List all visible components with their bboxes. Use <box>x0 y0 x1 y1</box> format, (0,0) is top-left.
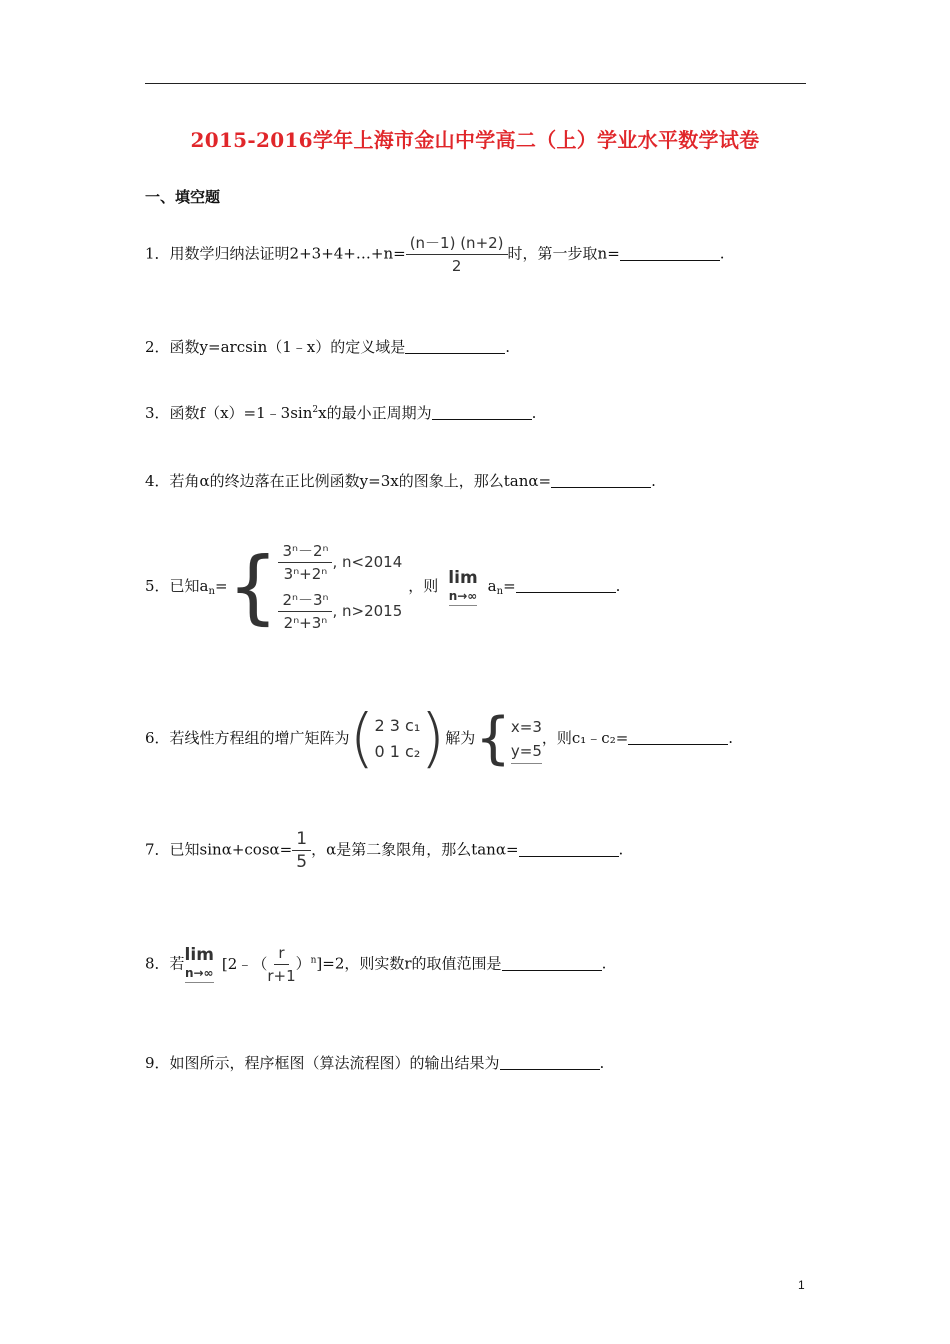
q3-period: . <box>531 404 537 422</box>
q6-period: . <box>728 729 734 747</box>
q1-fraction <box>406 232 508 277</box>
q7-answer-blank[interactable] <box>519 842 619 857</box>
q8-text-post: ]=2，则实数r的取值范围是 <box>316 954 502 973</box>
question-5 <box>145 540 620 634</box>
q1-period: . <box>719 244 725 263</box>
q6-solution-y: y=5 <box>511 739 542 764</box>
q7-denominator: 5 <box>296 852 308 872</box>
q5-case1-fraction <box>278 540 332 585</box>
q5-brace: { <box>227 540 279 633</box>
q9-period: . <box>599 1054 605 1072</box>
q8-denominator: r+1 <box>267 967 296 985</box>
q4-period: . <box>651 472 656 490</box>
q5-case1-numerator: 3ⁿ－2ⁿ <box>278 540 332 563</box>
q2-answer-blank[interactable] <box>405 339 505 354</box>
q5-case2-condition: , n>2015 <box>332 602 403 620</box>
q6-text-mid: 解为 <box>445 729 476 747</box>
q5-piecewise <box>278 540 402 634</box>
q5-case-1 <box>278 540 402 585</box>
q3-text-post: x的最小正周期为 <box>318 404 432 422</box>
q8-text-mid1: [2﹣（ <box>221 954 268 973</box>
q4-answer-blank[interactable] <box>551 473 651 488</box>
question-4 <box>145 470 656 491</box>
q8-text-mid2: ） <box>295 954 311 973</box>
question-9 <box>145 1052 604 1073</box>
q5-lim-subscript: n→∞ <box>449 587 478 606</box>
q5-text-mid: ，则 <box>408 577 439 595</box>
q8-period: . <box>601 954 607 973</box>
q5-text-a: a <box>487 577 497 595</box>
q6-matrix <box>375 713 421 765</box>
question-3 <box>145 402 536 423</box>
q5-case-2 <box>278 589 402 634</box>
q8-answer-blank[interactable] <box>502 956 602 971</box>
q8-fraction <box>267 942 295 987</box>
q6-answer-blank[interactable] <box>628 730 728 745</box>
q5-case1-denominator: 3ⁿ+2ⁿ <box>283 565 328 583</box>
q4-text: 4．若角α的终边落在正比例函数y=3x的图象上，那么tanα= <box>145 472 552 490</box>
q2-period: . <box>505 338 511 356</box>
q5-lim-word: lim <box>448 567 478 588</box>
q5-equals: = <box>214 577 228 595</box>
header-rule <box>145 83 806 84</box>
q9-answer-blank[interactable] <box>500 1055 600 1070</box>
q1-text-post: 时，第一步取n= <box>507 244 620 263</box>
page-number: 1 <box>798 1278 805 1292</box>
q5-period: . <box>615 577 621 595</box>
q7-text-post: ，α是第二象限角，那么tanα= <box>311 840 519 859</box>
q3-superscript: 2 <box>312 405 319 415</box>
q5-limit <box>448 569 477 606</box>
q5-subscript: n <box>208 586 215 597</box>
q6-brace: { <box>475 706 511 771</box>
q8-lim-subscript: n→∞ <box>185 964 214 983</box>
q6-matrix-row-1: 2 3 c₁ <box>374 716 421 735</box>
q6-left-paren: ( <box>349 702 375 776</box>
q9-text: 9．如图所示，程序框图（算法流程图）的输出结果为 <box>145 1054 500 1072</box>
q6-matrix-row-2: 0 1 c₂ <box>374 742 421 761</box>
question-8 <box>145 942 606 987</box>
q1-denominator: 2 <box>451 257 462 275</box>
q8-superscript: n <box>310 955 317 966</box>
q3-answer-blank[interactable] <box>432 405 532 420</box>
q6-solution-x: x=3 <box>510 717 542 736</box>
question-2 <box>145 336 510 357</box>
q3-text: 3．函数f（x）=1﹣3sin <box>145 404 313 422</box>
q6-text: 6．若线性方程组的增广矩阵为 <box>145 729 350 747</box>
q7-text: 7．已知sinα+cosα= <box>145 840 293 859</box>
question-1 <box>145 232 725 277</box>
q5-case1-condition: , n<2014 <box>332 553 403 571</box>
q1-text: 1．用数学归纳法证明2+3+4+…+n= <box>145 244 406 263</box>
q6-right-paren: ) <box>420 702 446 776</box>
q8-lim-word: lim <box>184 945 214 965</box>
q5-post-subscript: n <box>496 586 504 597</box>
q6-text-post: ，则c₁﹣c₂= <box>541 729 629 747</box>
q1-numerator: (n－1) (n+2) <box>406 232 508 255</box>
q7-numerator: 1 <box>292 828 311 851</box>
q5-case2-numerator: 2ⁿ－3ⁿ <box>278 589 332 612</box>
q8-numerator: r <box>274 942 288 965</box>
question-6 <box>145 702 734 776</box>
q7-fraction <box>292 828 311 873</box>
q7-period: . <box>618 840 624 859</box>
q6-solution <box>511 715 542 764</box>
q5-post-equals: = <box>503 577 516 595</box>
q5-text: 5．已知a <box>145 577 209 595</box>
q5-answer-blank[interactable] <box>516 578 616 593</box>
q8-text: 8．若 <box>145 954 185 973</box>
q2-text: 2．函数y=arcsin（1﹣x）的定义域是 <box>145 338 406 356</box>
q5-case2-denominator: 2ⁿ+3ⁿ <box>283 614 328 632</box>
q5-case2-fraction <box>278 589 332 634</box>
section-heading: 一、填空题 <box>145 188 221 206</box>
page-title: 2015-2016学年上海市金山中学高二（上）学业水平数学试卷 <box>190 128 760 152</box>
q1-answer-blank[interactable] <box>620 246 720 261</box>
q8-limit <box>185 946 214 983</box>
question-7 <box>145 828 623 873</box>
